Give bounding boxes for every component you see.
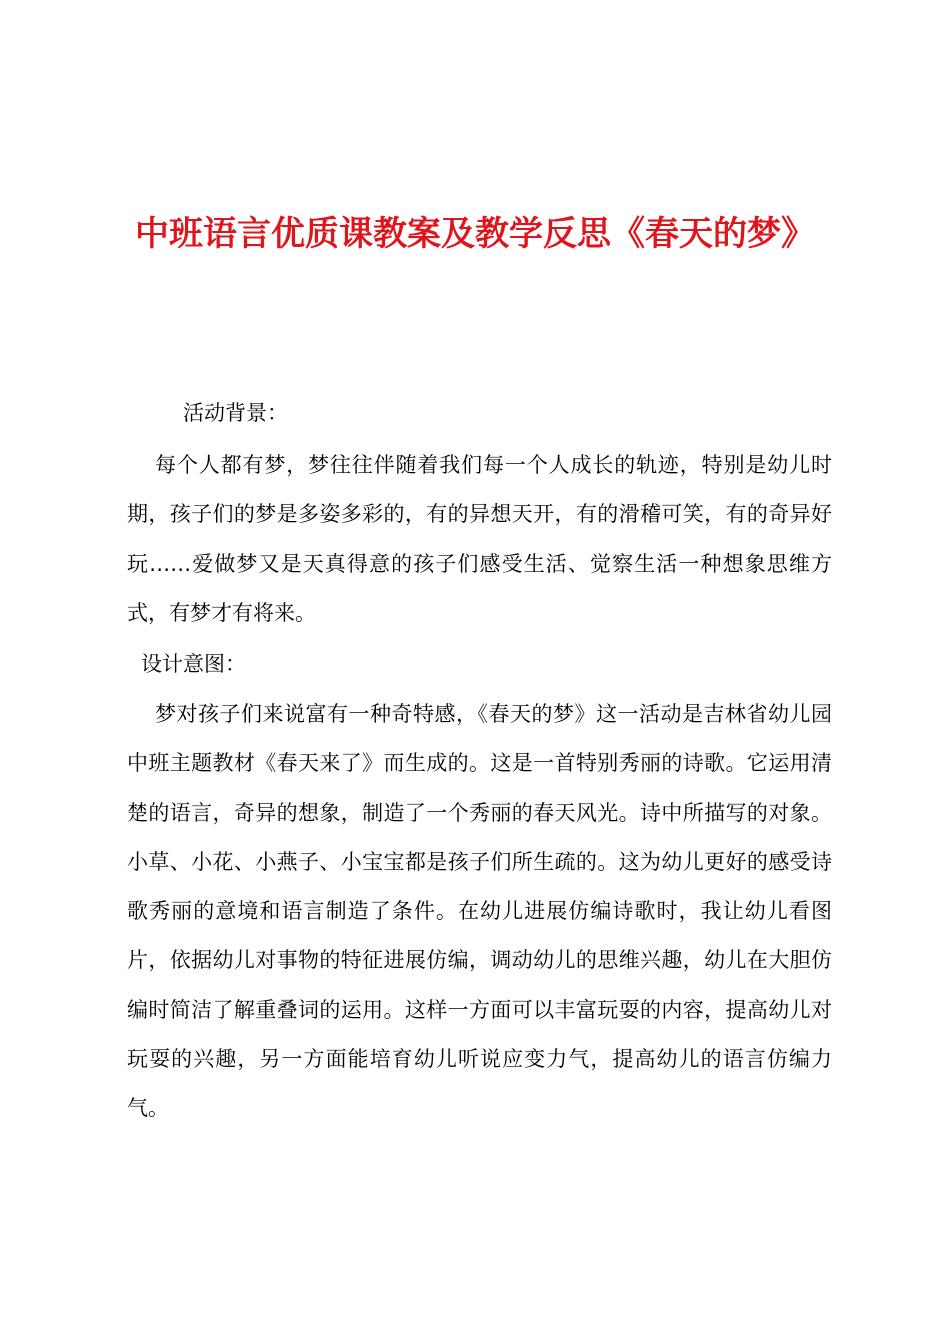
section-heading-background: 活动背景： (183, 401, 288, 425)
paragraph-design: 梦对孩子们来说富有一种奇特感，《春天的梦》这一活动是吉林省幼儿园中班主题教材《春天来了》而生成的。这是一首特别秀丽的诗歌。它运用清楚的语言，奇异的想象，制造了一个秀丽的春天风光。诗中所描写的对象。小草、小花、小燕子、小宝宝都是孩子们所生疏的。这为幼儿更好的感受诗歌秀丽的意境和语言制造了条件。在幼儿进展仿编诗歌时，我让幼儿看图片，依据幼儿对事物的特征进展仿编，调动幼儿的思维兴趣，幼儿在大胆仿编时简洁了解重叠词的运用。这样一方面可以丰富玩耍的内容，提高幼儿对玩耍的兴趣，另一方面能培育幼儿听说应变力气，提高幼儿的语言仿编力气。 (127, 702, 832, 1121)
section-heading-design: 设计意图： (141, 652, 246, 676)
page-title: 中班语言优质课教案及教学反思《春天的梦》 (135, 214, 815, 254)
paragraph-background: 每个人都有梦，梦往往伴随着我们每一个人成长的轨迹，特别是幼儿时期，孩子们的梦是多姿多彩的，有的异想天开，有的滑稽可笑，有的奇异好玩……爱做梦又是天真得意的孩子们感受生活、觉察生活一种想象思维方式，有梦才有将来。 (127, 453, 832, 625)
